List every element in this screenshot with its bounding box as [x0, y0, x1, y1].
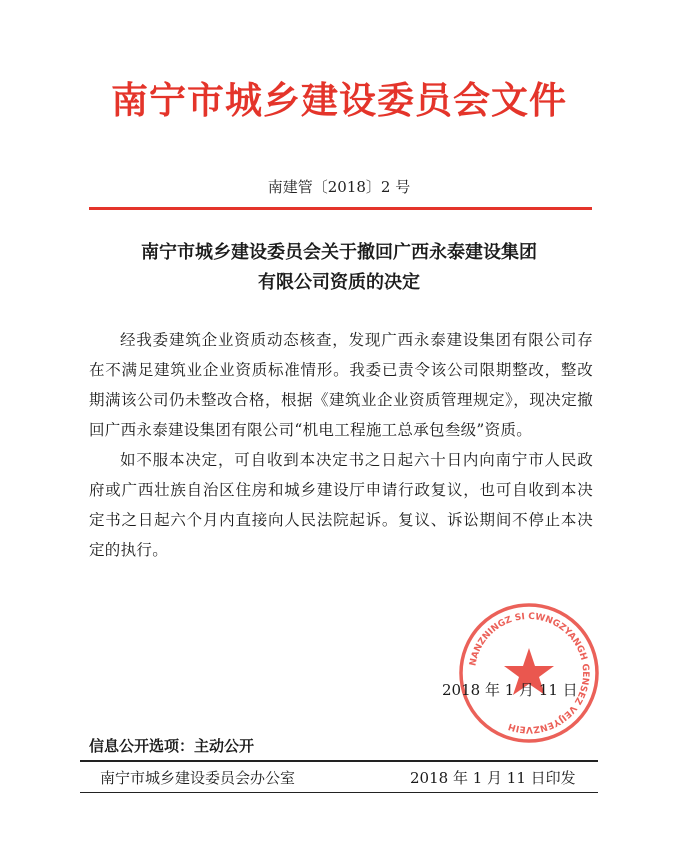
document-body — [89, 325, 593, 565]
decision-title-line-1: 南宁市城乡建设委员会关于撤回广西永泰建设集团 — [141, 242, 537, 263]
document-header-title: 南宁市城乡建设委员会文件 — [111, 79, 567, 122]
print-date: 2018 年 1 月 11 日印发 — [410, 769, 576, 787]
seal-outer-text: NANZNINGZ SI CWNGZYANGH GENSEZ VEIJYENZVEIH — [468, 611, 591, 735]
issuing-office: 南宁市城乡建设委员会办公室 — [100, 769, 296, 787]
document-number: 南建管〔2018〕2 号 — [267, 178, 411, 196]
official-seal-stamp — [456, 600, 602, 746]
footer-rule-top — [80, 760, 598, 762]
body-paragraph-1: 经我委建筑企业资质动态核查，发现广西永泰建设集团有限公司存在不满足建筑业企业资质标准情形。我委已责令该公司限期整改，整改期满该公司仍未整改合格，根据《建筑业企业资质管理规定》，现决定撤回广西永泰建设集团有限公司“机电工程施工总承包叁级”资质。 — [89, 331, 593, 439]
info-disclosure-option: 信息公开选项：主动公开 — [89, 737, 255, 755]
decision-title — [0, 238, 678, 298]
body-paragraph-2: 如不服本决定，可自收到本决定书之日起六十日内向南宁市人民政府或广西壮族自治区住房和城乡建设厅申请行政复议，也可自收到本决定书之日起六个月内直接向人民法院起诉。复议、诉讼期间不停止本决定的执行。 — [89, 451, 593, 559]
signature-date: 2018 年 1 月 11 日 — [442, 681, 578, 699]
footer-rule-bottom — [80, 792, 598, 793]
decision-title-line-2: 有限公司资质的决定 — [258, 272, 420, 293]
red-divider — [89, 207, 592, 210]
